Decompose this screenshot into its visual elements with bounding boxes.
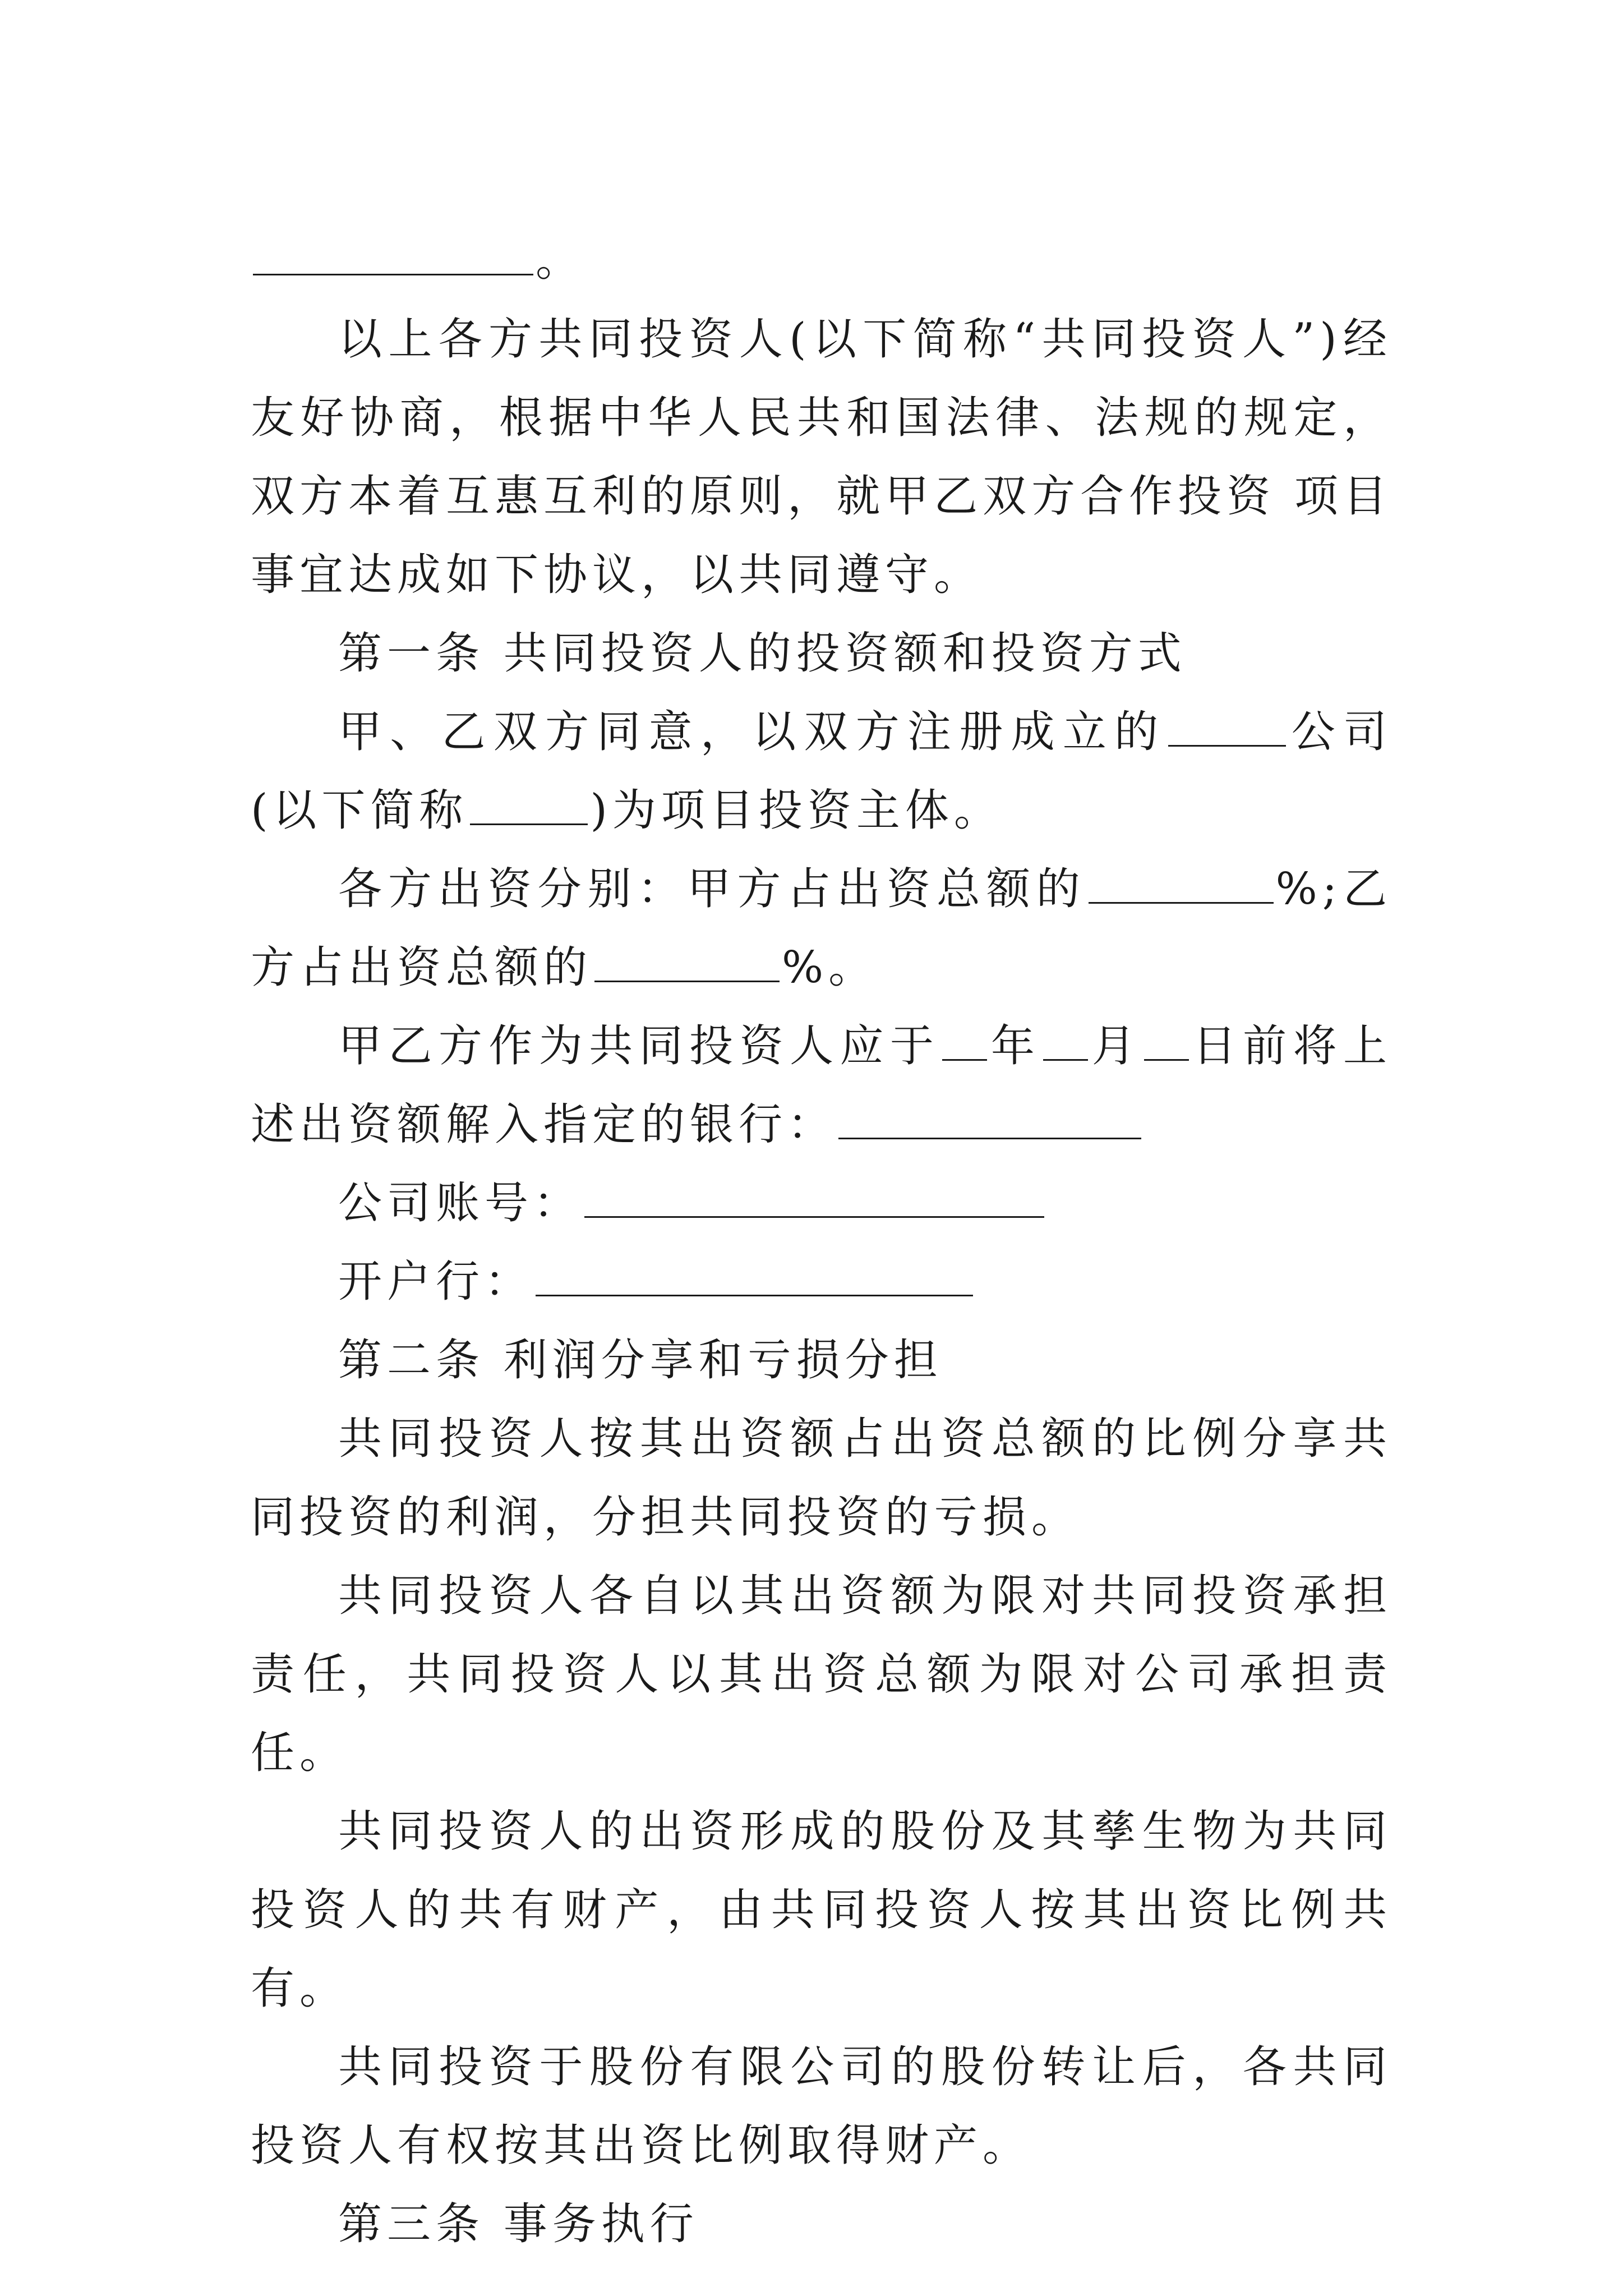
month-label: 月 <box>1090 1021 1142 1071</box>
article-1-paragraph-2 <box>251 850 1392 1007</box>
article-1-paragraph-3 <box>251 1007 1392 1164</box>
text-segment: 甲、乙双方同意，以双方注册成立的 <box>338 707 1166 757</box>
article-2-paragraph-4: 共同投资于股份有限公司的股份转让后，各共同投资人有权按其出资比例取得财产。 <box>251 2042 1392 2171</box>
account-label: 公司账号： <box>338 1178 583 1228</box>
account-line <box>251 1164 1392 1243</box>
intro-tail-line <box>251 222 1392 300</box>
intro-paragraph: 以上各方共同投资人(以下简称“共同投资人”)经友好协商，根据中华人民共和国法律、法规的规定，双方本着互惠互利的原则，就甲乙双方合作投资 项目事宜达成如下协议，以共同遵守。 <box>251 314 1392 600</box>
blank-line <box>253 242 533 275</box>
article-2-paragraph-1: 共同投资人按其出资额占出资总额的比例分享共同投资的利润，分担共同投资的亏损。 <box>251 1414 1392 1543</box>
opening-bank-blank <box>536 1263 973 1296</box>
article-2-paragraph-2: 共同投资人各自以其出资额为限对共同投资承担责任，共同投资人以其出资总额为限对公司承担责任。 <box>251 1571 1392 1778</box>
year-blank <box>942 1028 987 1061</box>
year-label: 年 <box>989 1021 1041 1071</box>
text-segment: 日前将上述出资额解入指定的银行： <box>251 1021 1392 1150</box>
party-a-ratio-blank <box>1089 871 1274 904</box>
article-3-heading: 第三条 事务执行 <box>338 2199 699 2249</box>
day-blank <box>1144 1028 1189 1061</box>
article-1-paragraph-1 <box>251 693 1392 850</box>
document-body <box>251 222 1392 2263</box>
text-segment: 甲乙方作为共同投资人应于 <box>338 1021 940 1071</box>
text-segment: )为项目投资主体。 <box>590 785 1003 836</box>
article-1-heading: 第一条 共同投资人的投资额和投资方式 <box>338 628 1187 679</box>
opening-bank-label: 开户行： <box>338 1257 534 1307</box>
account-blank <box>584 1185 1044 1218</box>
party-b-ratio-blank <box>594 949 780 982</box>
text-segment: %;乙方占出资总额的 <box>251 864 1392 993</box>
company-short-name-blank <box>470 792 588 825</box>
bank-blank <box>838 1106 1141 1139</box>
article-2-paragraph-3: 共同投资人的出资形成的股份及其孳生物为共同投资人的共有财产，由共同投资人按其出资比例共有。 <box>251 1806 1392 2014</box>
article-2-heading: 第二条 利润分享和亏损分担 <box>338 1335 943 1386</box>
month-blank <box>1043 1028 1088 1061</box>
text-segment: %。 <box>782 942 878 993</box>
intro-tail-end: 。 <box>536 236 585 286</box>
opening-bank-line <box>251 1243 1392 1321</box>
text-segment: 各方出资分别：甲方占出资总额的 <box>338 864 1086 914</box>
company-name-blank <box>1168 714 1286 747</box>
text-segment: 公司(以下简称 <box>251 707 1392 836</box>
